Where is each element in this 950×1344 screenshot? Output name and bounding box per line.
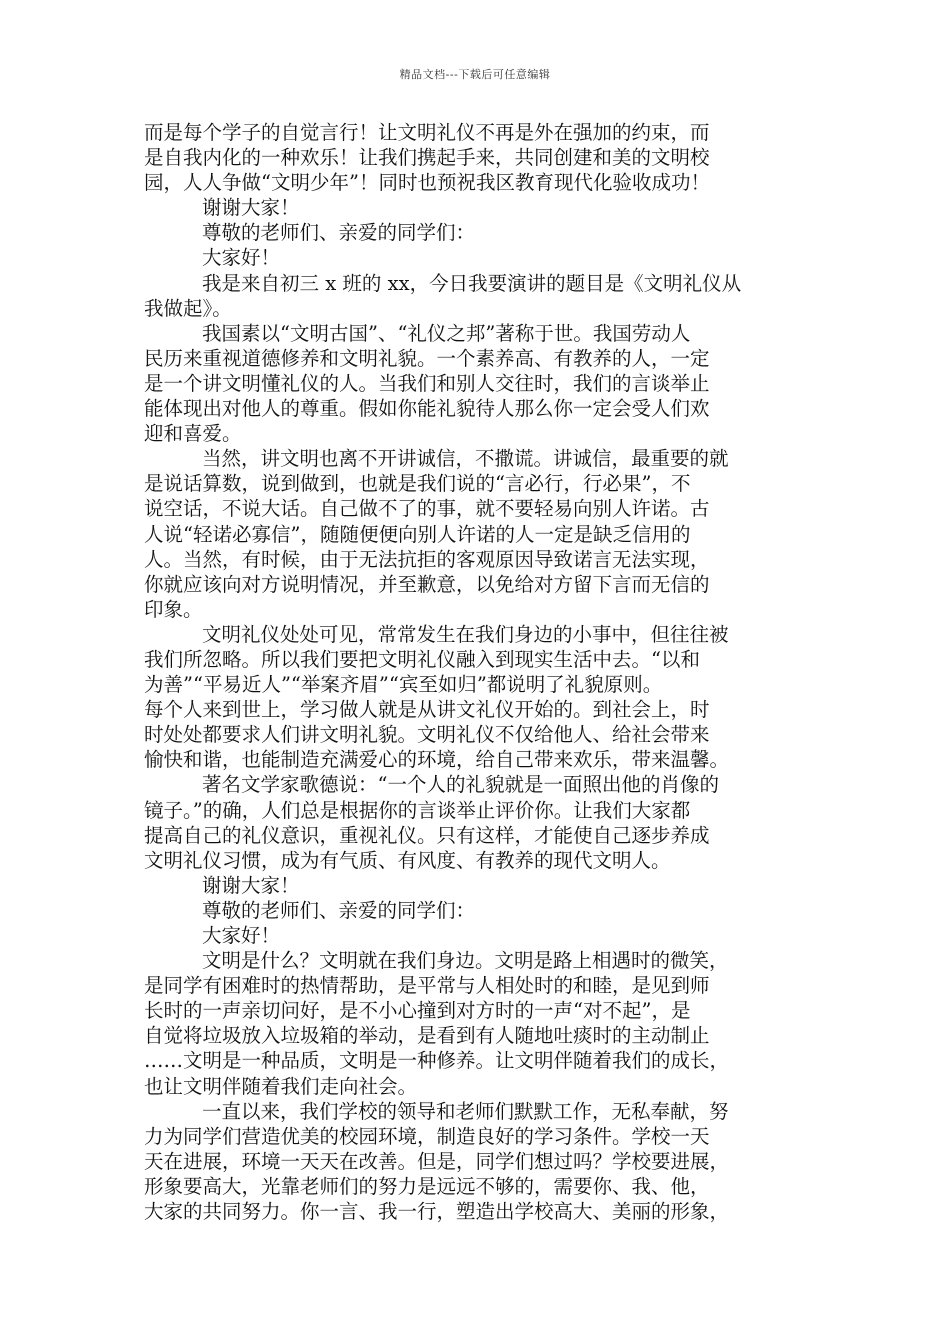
text-line: 谢谢大家！ (202, 873, 300, 897)
text-line: 谢谢大家！ (202, 196, 300, 220)
text-line: 当然，讲文明也离不开讲诚信，不撒谎。讲诚信，最重要的就 (202, 447, 729, 471)
text-line: 大家好！ (202, 246, 281, 270)
text-line: 形象要高大，光靠老师们的努力是远远不够的，需要你、我、他， (144, 1174, 710, 1198)
text-line: 文明是什么？文明就在我们身边。文明是路上相遇时的微笑， (202, 949, 729, 973)
text-line: 人说“轻诺必寡信”，随随便便向别人许诺的人一定是缺乏信用的 (144, 522, 691, 546)
text-line: 是一个讲文明懂礼仪的人。当我们和别人交往时，我们的言谈举止 (144, 371, 710, 395)
page-header: 精品文档---下载后可任意编辑 (399, 68, 551, 81)
text-line: 是同学有困难时的热情帮助，是平常与人相处时的和睦，是见到师 (144, 974, 710, 998)
text-line: 为善”“平易近人”“举案齐眉”“宾至如归”都说明了礼貌原则。 (144, 673, 663, 697)
text-line: 园，人人争做“文明少年”！同时也预祝我区教育现代化验收成功！ (144, 171, 710, 195)
document-body (144, 120, 810, 1224)
text-line: 我是来自初三 x 班的 xx，今日我要演讲的题目是《文明礼仪从 (202, 271, 742, 295)
text-line: 长时的一声亲切问好，是不小心撞到对方时的一声“对不起”，是 (144, 999, 691, 1023)
text-line: 镜子。”的确，人们总是根据你的言谈举止评价你。让我们大家都 (144, 798, 691, 822)
text-line: 大家好！ (202, 924, 281, 947)
text-line: 自觉将垃圾放入垃圾箱的举动，是看到有人随地吐痰时的主动制止 (144, 1024, 710, 1048)
text-line: 文明礼仪习惯，成为有气质、有风度、有教养的现代文明人。 (144, 848, 671, 872)
text-line: 印象。 (144, 597, 203, 621)
text-line: 我国素以“文明古国”、“礼仪之邦”著称于世。我国劳动人 (202, 321, 691, 345)
text-line: 我们所忽略。所以我们要把文明礼仪融入到现实生活中去。“以和 (144, 647, 700, 671)
text-line: 文明礼仪处处可见，常常发生在我们身边的小事中，但往往被 (202, 622, 729, 646)
text-line: 你就应该向对方说明情况，并至歉意，以免给对方留下言而无信的 (144, 572, 710, 596)
text-line: 是自我内化的一种欢乐！让我们携起手来，共同创建和美的文明校 (144, 146, 710, 170)
text-line: 能体现出对他人的尊重。假如你能礼貌待人那么你一定会受人们欢 (144, 397, 710, 421)
text-line: 而是每个学子的自觉言行！让文明礼仪不再是外在强加的约束，而 (144, 121, 710, 144)
text-line: 大家的共同努力。你一言、我一行，塑造出学校高大、美丽的形象， (144, 1200, 730, 1224)
text-line: ……文明是一种品质，文明是一种修养。让文明伴随着我们的成长， (144, 1049, 730, 1073)
text-line: 力为同学们营造优美的校园环境，制造良好的学习条件。学校一天 (144, 1124, 710, 1148)
text-line: 民历来重视道德修养和文明礼貌。一个素养高、有教养的人，一定 (144, 346, 710, 370)
text-line: 人。当然，有时候，由于无法抗拒的客观原因导致诺言无法实现， (144, 547, 710, 571)
text-line: 尊敬的老师们、亲爱的同学们： (202, 898, 476, 922)
text-line: 愉快和谐，也能制造充满爱心的环境，给自己带来欢乐，带来温馨。 (144, 748, 730, 772)
text-line: 迎和喜爱。 (144, 422, 242, 446)
text-line: 也让文明伴随着我们走向社会。 (144, 1074, 418, 1098)
text-line: 时处处都要求人们讲文明礼貌。文明礼仪不仅给他人、给社会带来 (144, 723, 710, 747)
text-line: 一直以来，我们学校的领导和老师们默默工作，无私奉献，努 (202, 1099, 729, 1123)
text-line: 著名文学家歌德说：“一个人的礼貌就是一面照出他的肖像的 (202, 773, 719, 797)
text-line: 提高自己的礼仪意识，重视礼仪。只有这样，才能使自己逐步养成 (144, 823, 710, 847)
text-line: 尊敬的老师们、亲爱的同学们： (202, 221, 476, 245)
text-line: 是说话算数，说到做到，也就是我们说的“言必行，行必果”，不 (144, 472, 691, 496)
text-line: 天在进展，环境一天天在改善。但是，同学们想过吗？学校要进展， (144, 1149, 730, 1173)
text-line: 每个人来到世上，学习做人就是从讲文礼仪开始的。到社会上，时 (144, 698, 710, 722)
text-line: 我做起》。 (144, 296, 232, 320)
text-line: 说空话，不说大话。自己做不了的事，就不要轻易向别人许诺。古 (144, 497, 710, 521)
